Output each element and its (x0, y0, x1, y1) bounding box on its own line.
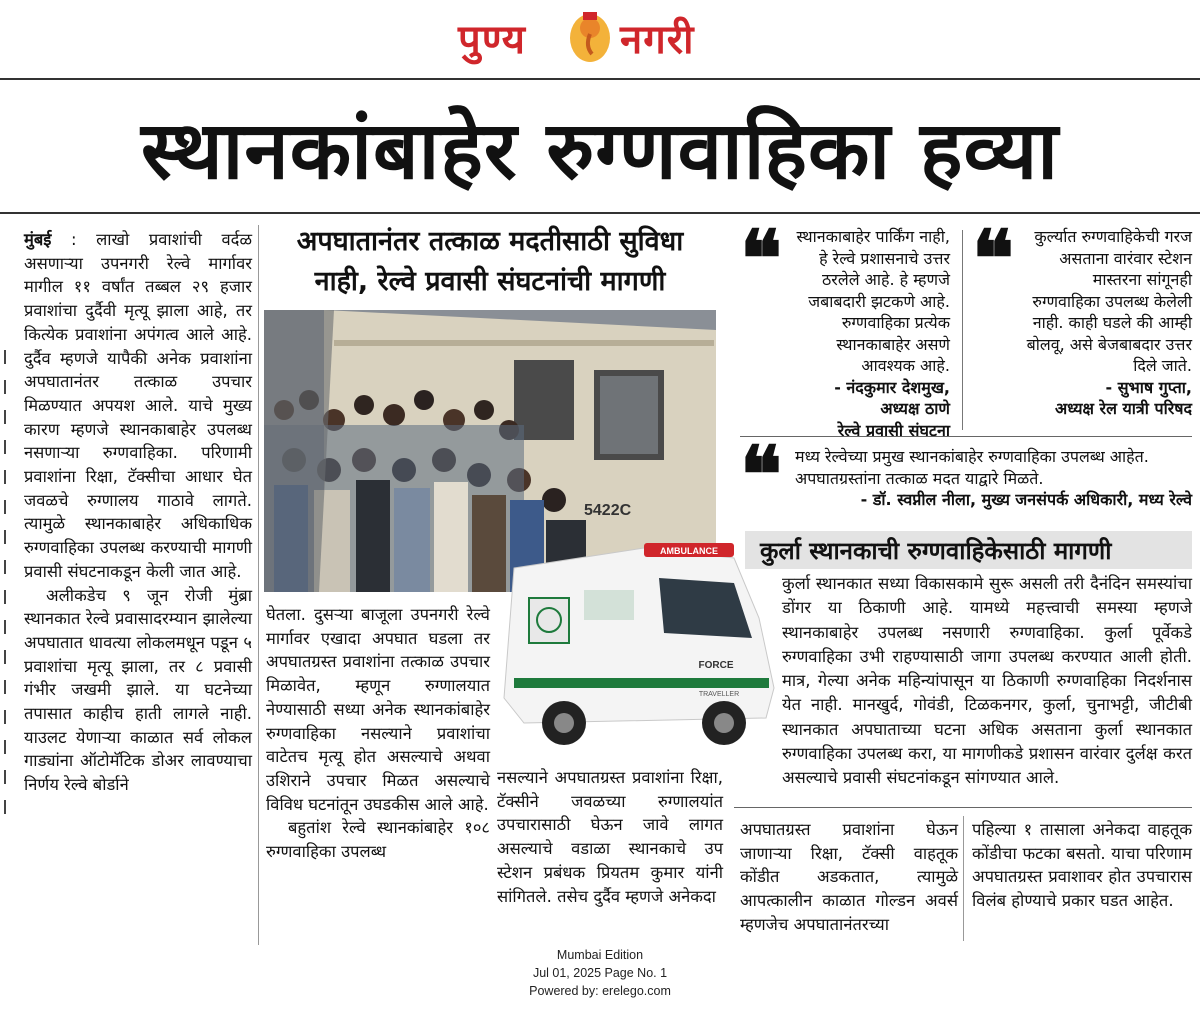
quote-rule (740, 436, 1192, 437)
lower-rule (734, 807, 1192, 808)
quote-deshmukh-text: स्थानकाबाहेर पार्किंग नाही, हे रेल्वे प्रशासनाचे उत्तर ठरलेले आहे. हे म्हणजे जबाबदारी झटकणे आहे. रुग्णवाहिका प्रत्येक स्थानकाबाहेर असणे आवश्यक आहे. (796, 227, 950, 375)
quote-mark-icon: ❝ (740, 430, 782, 521)
ambulance-model: TRAVELLER (698, 691, 740, 698)
ganesha-logo-icon (565, 8, 615, 64)
dateline: मुंबई (24, 230, 52, 249)
article-column-2 (266, 603, 490, 864)
footer-powered-by: Powered by: erelego.com (529, 984, 671, 998)
col4-para1: अपघातग्रस्त प्रवाशांना घेऊन जाणाऱ्या रिक्षा, टॅक्सी वाहतूक कोंडीत अडकतात, त्यामुळे आपत्कालीन काळात गोल्डन अवर्स म्हणजेच अपघातानंतरच्या (740, 820, 958, 934)
subheadline (264, 222, 716, 302)
kurla-box-body: कुर्ला स्थानकात सध्या विकासकामे सुरू असली तरी दैनंदिन समस्यांचा डोंगर या ठिकाणी आहे. यामध्ये महत्त्वाची समस्या म्हणजे स्थानकाबाहेर उपलब्ध नसणारी रुग्णवाहिका. कुर्ला पूर्वेकडे रुग्णवाहिका उभी राहण्यासाठी जागा उपलब्ध करण्यात आली होती. मात्र, गेल्या अनेक महिन्यांपासून या ठिकाणी रुग्णवाहिका निदर्शनास येत नाही. मानखुर्द, गोवंडी, टिळकनगर, कुर्ला, चुनाभट्टी, जीटीबी स्थानकात अपघाताच्या घटना अधिक असताना कुर्ला स्थानकात रुग्णवाहिका उपलब्ध करा, या मागणीकडे प्रशासन वारंवार दुर्लक्ष करत असल्याचे प्रवासी संघटनांकडून सांगण्यात आले. (782, 574, 1192, 788)
ambulance-photo (494, 528, 784, 750)
footer-edition: Mumbai Edition (556, 948, 644, 962)
subheadline-line2: नाही, रेल्वे प्रवासी संघटनांची मागणी (314, 266, 666, 297)
col1-para1: लाखो प्रवाशांची वर्दळ असणाऱ्या उपनगरी रेल्वे मार्गावर मागील ११ वर्षांत तब्बल २९ हजार प्रवाशांचा दुर्दैवी मृत्यू झाला आहे, तर कित्येक प्रवाशांना अपंगत्व आले आहे. दुर्दैव म्हणजे यापैकी अनेक प्रवाशांना अपघातानंतर तत्काळ उपचार मिळण्यात अपयश आले. याचे मुख्य कारण म्हणजे स्थानकाबाहेर उपलब्ध नसणाऱ्या रुग्णवाहिका. परिणामी प्रवाशांना रिक्षा, टॅक्सीचा आधार घेत जवळचे रुग्णालय गाठावे लागते. त्यामुळे स्थानकाबाहेर अधिकाधिक रुग्णवाहिका उपलब्ध करण्याची मागणी प्रवासी संघटनाकडून केली जात आहे. (24, 230, 252, 581)
article-column-4 (740, 818, 958, 937)
quote-neela-text-line2: अपघातग्रस्तांना तत्काळ मदत याद्वारे मिळते. (795, 468, 1044, 488)
left-edge-fragment (0, 340, 18, 900)
ambulance-brand: FORCE (698, 660, 734, 671)
quote-gupta (1020, 226, 1192, 420)
column-divider (963, 816, 964, 941)
quote-neela-text-line1: मध्य रेल्वेच्या प्रमुख स्थानकांबाहेर रुग्णवाहिका उपलब्ध आहेत. (795, 447, 1149, 466)
quote-gupta-text: कुर्ल्यात रुग्णवाहिकेची गरज असताना वारंवार स्टेशन मास्तरना सांगूनही रुग्णवाहिका उपलब्ध केलेली नाही. काही घडले की आम्ही बोलवू, असे बेजबाबदार उत्तर दिले जाते. (1026, 227, 1192, 375)
quote-mark-icon: ❝ (972, 214, 1014, 305)
masthead-left-word: पुण्य (458, 17, 526, 63)
article-column-3 (497, 766, 723, 908)
article-column-5 (972, 818, 1192, 913)
masthead-rule (0, 78, 1200, 80)
quote-neela-attribution: - डॉ. स्वप्नील नीला, मुख्य जनसंपर्क अधिकारी, मध्य रेल्वे (860, 490, 1192, 509)
footer-date-page: Jul 01, 2025 Page No. 1 (532, 966, 668, 980)
col3-para1: नसल्याने अपघातग्रस्त प्रवाशांना रिक्षा, टॅक्सीने जवळच्या रुग्णालयांत उपचारासाठी घेऊन जावे लागत असल्याचे वडाळा स्थानकाचे उप स्टेशन प्रबंधक प्रियतम कुमार यांनी सांगितले. तसेच दुर्दैव म्हणजे अनेकदा (497, 768, 723, 906)
column-divider (258, 225, 259, 945)
article-column-1: मुंबई : लाखो प्रवाशांची वर्दळ असणाऱ्या उपनगरी रेल्वे मार्गावर मागील ११ वर्षांत तब्बल २९ हजार प्रवाशांचा दुर्दैवी मृत्यू झाला आहे, तर कित्येक प्रवाशांना अपंगत्व आले आहे. दुर्दैव म्हणजे यापैकी अनेक प्रवाशांना अपघातानंतर तत्काळ उपचार मिळण्यात अपयश आले. याचे मुख्य कारण म्हणजे स्थानकाबाहेर उपलब्ध नसणाऱ्या रुग्णवाहिका. परिणामी प्रवाशांना रिक्षा, टॅक्सीचा आधार घेत जवळचे रुग्णालय गाठावे लागते. त्यामुळे स्थानकाबाहेर अधिकाधिक रुग्णवाहिका उपलब्ध करण्याची मागणी प्रवासी संघटनाकडून केली जात आहे. अलीकडेच ९ जून रोजी मुंब्रा स्थानकात रेल्वे प्रवासादरम्यान झालेल्या अपघातात धावत्या लोकलमधून पडून ५ प्रवाशांचा मृत्यू झाला, तर ८ प्रवासी गंभीर जखमी झाले. या घटनेच्या तपासात काहीच हाती लागले नाही. याउलट येणाऱ्या काळात सर्व लोकल गाड्यांना ऑटोमॅटिक डोअर लावण्याचा निर्णय रेल्वे बोर्डाने (24, 228, 252, 797)
quote-gupta-org: अध्यक्ष रेल यात्री परिषद (1054, 399, 1192, 418)
col1-para2: अलीकडेच ९ जून रोजी मुंब्रा स्थानकात रेल्वे प्रवासादरम्यान झालेल्या अपघातात धावत्या लोकलमधून पडून ५ प्रवाशांचा मृत्यू झाला, तर ८ प्रवासी गंभीर जखमी झाले. या घटनेच्या तपासात काहीच हाती लागले नाही. याउलट येणाऱ्या काळात सर्व लोकल गाड्यांना ऑटोमॅटिक डोअर लावण्याचा निर्णय रेल्वे बोर्डाने (24, 585, 252, 795)
col2-para1: घेतला. दुसऱ्या बाजूला उपनगरी रेल्वे मार्गावर एखादा अपघात घडला तर अपघातग्रस्त प्रवाशांना तत्काळ उपचार मिळावेत, म्हणून रुग्णालयात नेण्यासाठी सध्या अनेक स्थानकांबाहेर रुग्णवाहिका नसल्याने प्रवाशांचा वाटेतच मृत्यू होत असल्याचे अथवा उशिराने उपचार मिळत असल्याचे विविध घटनांतून उघडकीस आले आहे. (266, 605, 490, 814)
quote-gupta-attribution: - सुभाष गुप्ता, (1105, 377, 1192, 397)
quote-divider (962, 230, 963, 430)
train-number: 5422C (584, 502, 632, 519)
quote-mark-icon: ❝ (740, 214, 782, 305)
ambulance-roof-label: AMBULANCE (660, 546, 718, 556)
kurla-box-heading: कुर्ला स्थानकाची रुग्णवाहिकेसाठी मागणी (760, 537, 1112, 565)
masthead (0, 0, 1200, 76)
subheadline-line1: अपघातानंतर तत्काळ मदतीसाठी सुविधा (296, 226, 684, 257)
quote-deshmukh (790, 226, 950, 441)
quote-neela (795, 446, 1192, 511)
headline-rule (0, 212, 1200, 214)
col2-para2: बहुतांश रेल्वे स्थानकांबाहेर १०८ रुग्णवाहिका उपलब्ध (266, 818, 490, 862)
quote-deshmukh-attribution: - नंदकुमार देशमुख, अध्यक्ष ठाणे (834, 377, 950, 418)
edition-footer (480, 946, 720, 1000)
main-headline: स्थानकांबाहेर रुग्णवाहिका हव्या (141, 104, 1059, 197)
col5-para1: पहिल्या १ तासाला अनेकदा वाहतूक कोंडीचा फटका बसतो. याचा परिणाम अपघातग्रस्त प्रवाशावर होत उपचारास विलंब होण्याचे प्रकार घडत आहेत. (972, 820, 1192, 911)
masthead-right-word: नगरी (620, 17, 695, 63)
quote-deshmukh-org: रेल्वे प्रवासी संघटना (837, 420, 950, 440)
